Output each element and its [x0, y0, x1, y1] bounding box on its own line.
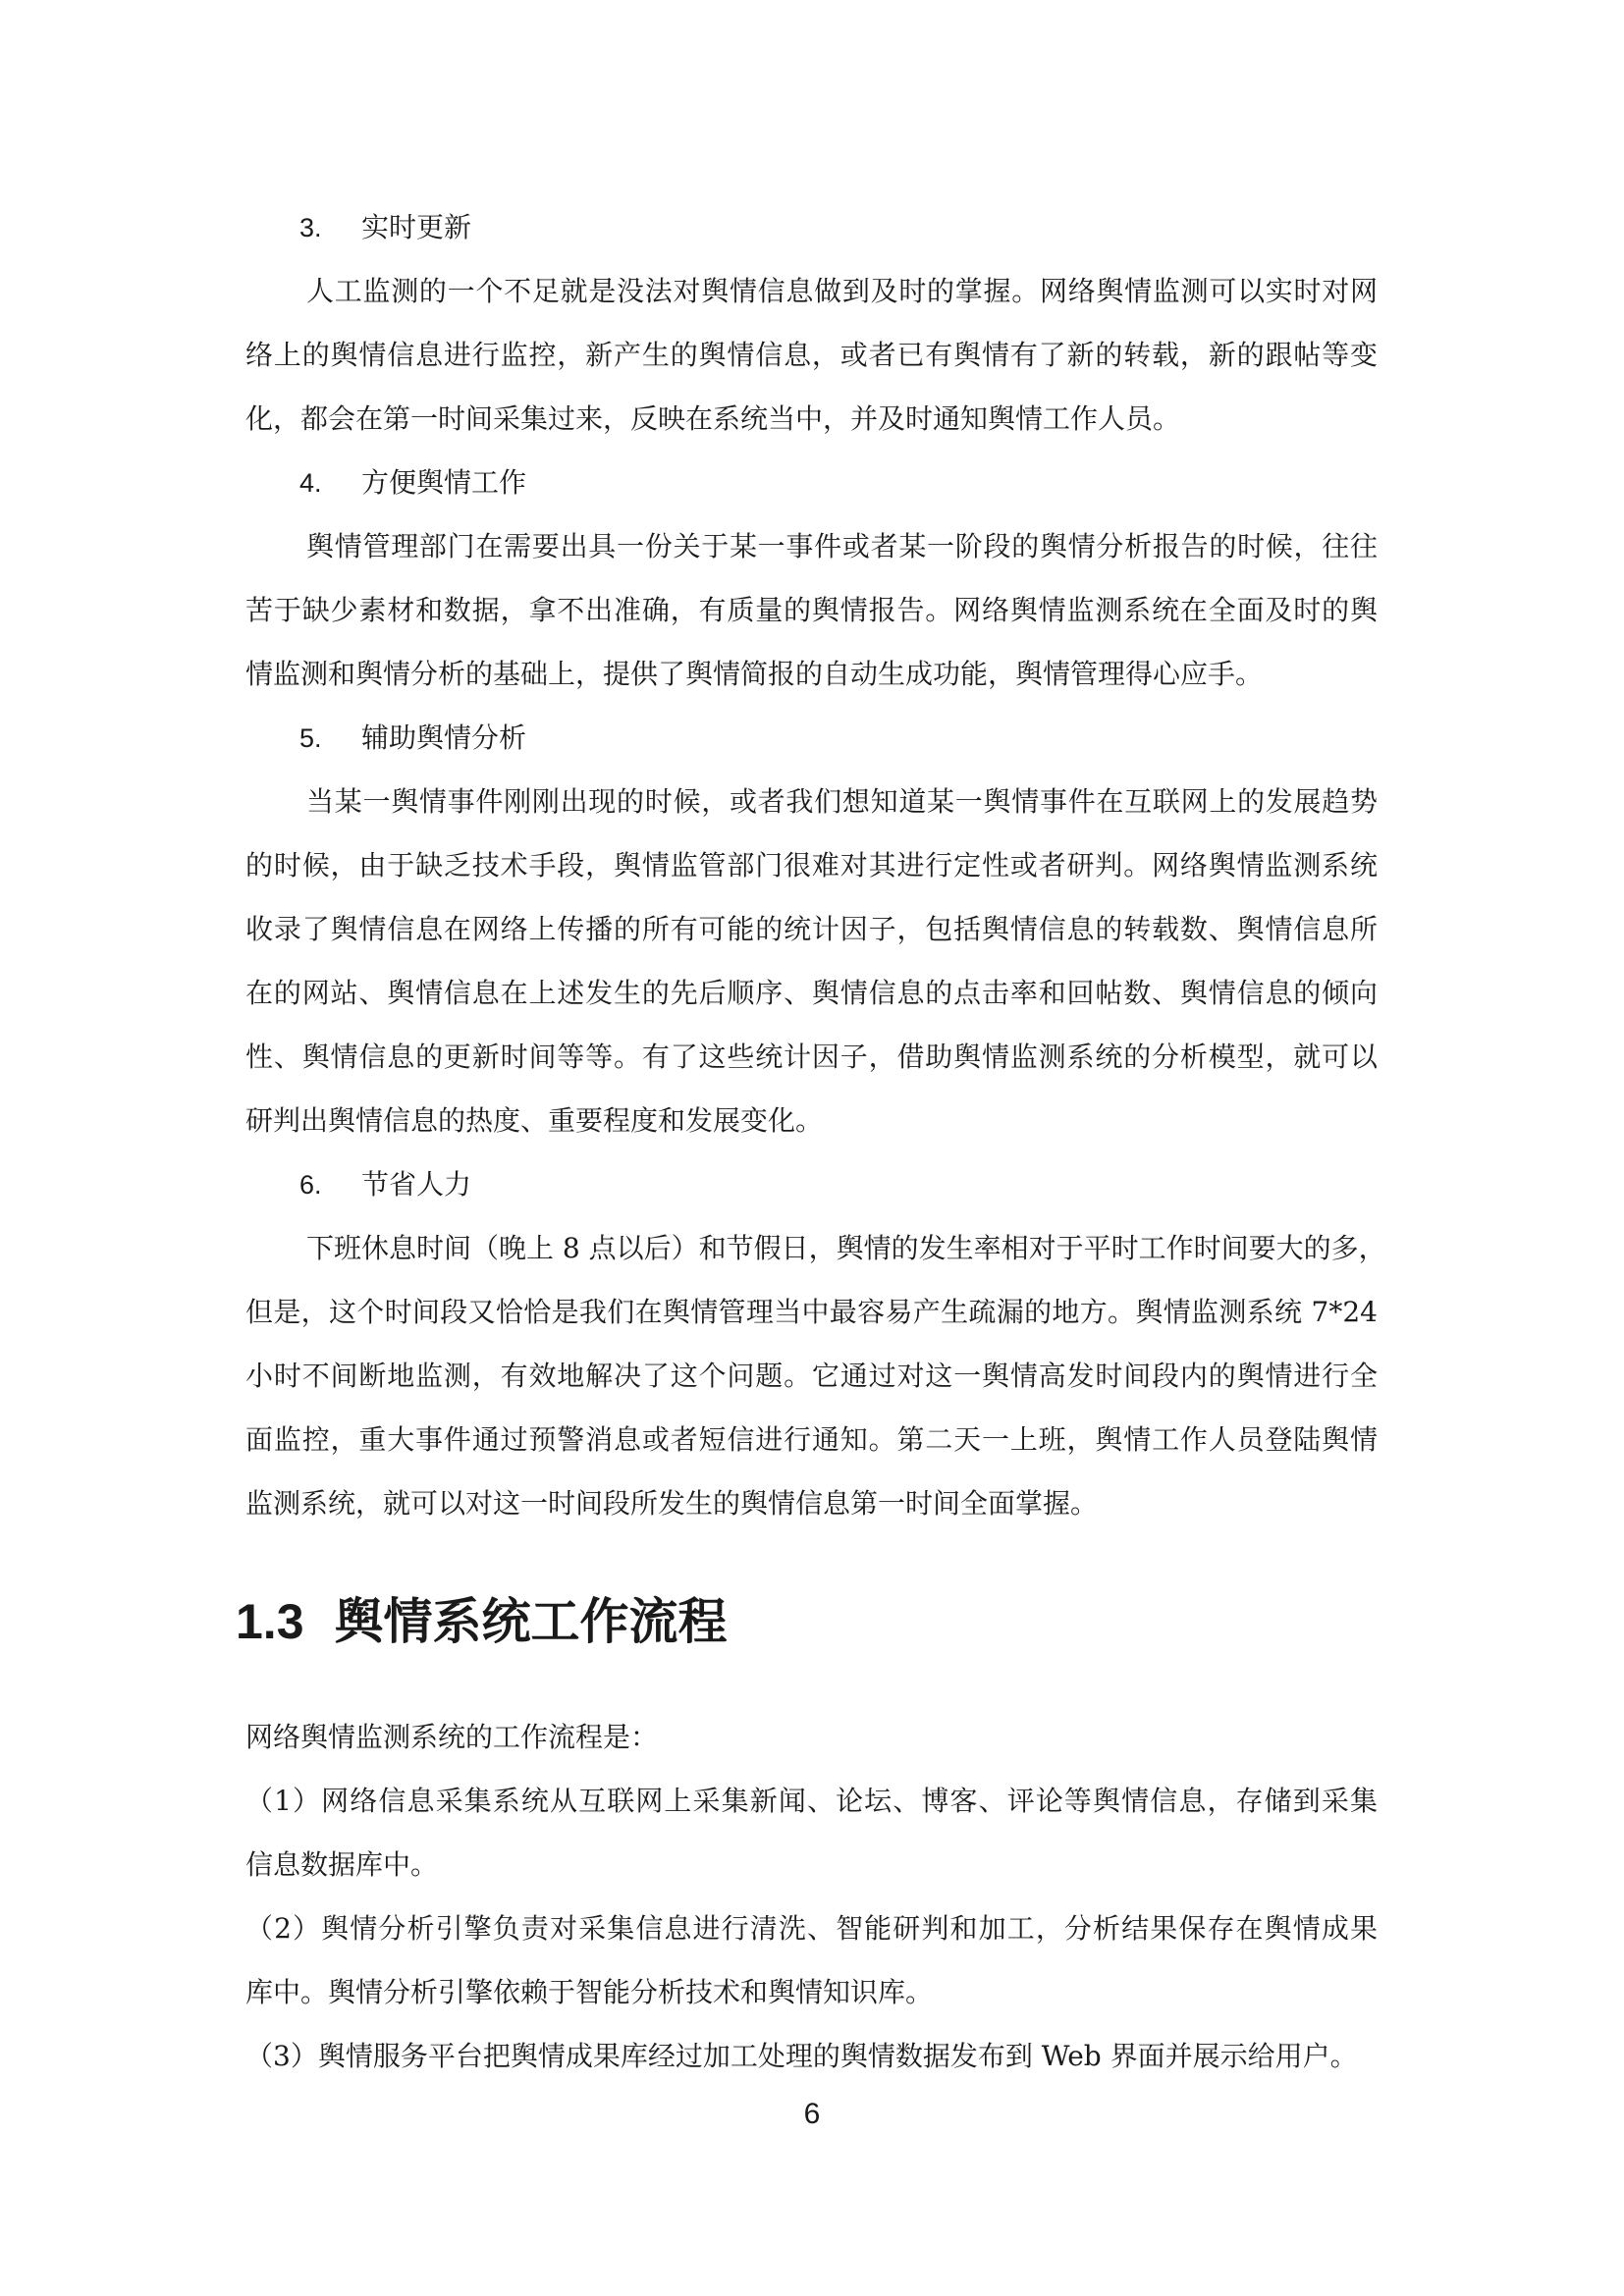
paragraph-line: 库中。舆情分析引擎依赖于智能分析技术和舆情知识库。 [245, 1976, 934, 2008]
paragraph-line: 在的网站、舆情信息在上述发生的先后顺序、舆情信息的点击率和回帖数、舆情信息的倾向 [245, 977, 1378, 1009]
paragraph-line: 舆情管理部门在需要出具一份关于某一事件或者某一阶段的舆情分析报告的时候，往往 [306, 530, 1378, 562]
paragraph-line: 下班休息时间（晚上 8 点以后）和节假日，舆情的发生率相对于平时工作时间要大的多， [306, 1232, 1386, 1264]
paragraph-line: 苦于缺少素材和数据，拿不出准确，有质量的舆情报告。网络舆情监测系统在全面及时的舆 [245, 594, 1378, 626]
paragraph-line: 研判出舆情信息的热度、重要程度和发展变化。 [245, 1104, 824, 1137]
list-item [245, 195, 1378, 259]
section-heading-number: 1.3 [236, 1594, 304, 1649]
list-item-number: 5. [299, 723, 322, 753]
paragraph-line: 收录了舆情信息在网络上传播的所有可能的统计因子，包括舆情信息的转载数、舆情信息所 [245, 913, 1378, 945]
list-item-title: 实时更新 [361, 211, 472, 243]
paragraph-line: （2）舆情分析引擎负责对采集信息进行清洗、智能研判和加工，分析结果保存在舆情成果 [245, 1912, 1378, 1945]
paragraph-line: 的时候，由于缺乏技术手段，舆情监管部门很难对其进行定性或者研判。网络舆情监测系统 [245, 849, 1378, 881]
list-item-title: 辅助舆情分析 [361, 721, 527, 754]
paragraph-line: （3）舆情服务平台把舆情成果库经过加工处理的舆情数据发布到 Web 界面并展示给用户。 [245, 2040, 1358, 2072]
paragraph-line: 情监测和舆情分析的基础上，提供了舆情简报的自动生成功能，舆情管理得心应手。 [245, 658, 1264, 690]
workflow-steps [245, 1769, 1378, 2088]
list-item-title: 方便舆情工作 [361, 466, 527, 499]
paragraph-line: 当某一舆情事件刚刚出现的时候，或者我们想知道某一舆情事件在互联网上的发展趋势 [306, 785, 1378, 818]
document-content [236, 195, 1386, 2088]
page-number: 6 [803, 2098, 821, 2130]
paragraph-line: 面监控，重大事件通过预警消息或者短信进行通知。第二天一上班，舆情工作人员登陆舆情 [245, 1423, 1378, 1456]
list-item-number: 4. [299, 468, 322, 498]
section-heading [236, 1589, 1368, 1654]
features-list [245, 195, 1386, 1535]
paragraph-line: （1）网络信息采集系统从互联网上采集新闻、论坛、博客、评论等舆情信息，存储到采集 [245, 1785, 1378, 1817]
list-item-number: 3. [299, 213, 322, 242]
list-item [245, 1152, 1378, 1216]
paragraph-line: 但是，这个时间段又恰恰是我们在舆情管理当中最容易产生疏漏的地方。舆情监测系统 7*24 [245, 1296, 1378, 1328]
list-item-number: 6. [299, 1170, 322, 1200]
paragraph-line: 化，都会在第一时间采集过来，反映在系统当中，并及时通知舆情工作人员。 [245, 402, 1181, 435]
paragraph-line: 小时不间断地监测，有效地解决了这个问题。它通过对这一舆情高发时间段内的舆情进行全 [245, 1360, 1378, 1392]
paragraph-line: 信息数据库中。 [245, 1848, 439, 1881]
paragraph-line: 监测系统，就可以对这一时间段所发生的舆情信息第一时间全面掌握。 [245, 1487, 1099, 1520]
list-item-title: 节省人力 [361, 1168, 472, 1201]
list-item [245, 451, 1378, 514]
list-item [245, 706, 1378, 770]
workflow-intro: 网络舆情监测系统的工作流程是： [245, 1721, 659, 1753]
paragraph-line: 人工监测的一个不足就是没法对舆情信息做到及时的掌握。网络舆情监测可以实时对网 [306, 275, 1378, 307]
paragraph-line: 性、舆情信息的更新时间等等。有了这些统计因子，借助舆情监测系统的分析模型，就可以 [245, 1041, 1378, 1073]
section-heading-title: 舆情系统工作流程 [334, 1592, 728, 1650]
paragraph-line: 络上的舆情信息进行监控，新产生的舆情信息，或者已有舆情有了新的转载，新的跟帖等变 [245, 339, 1378, 371]
